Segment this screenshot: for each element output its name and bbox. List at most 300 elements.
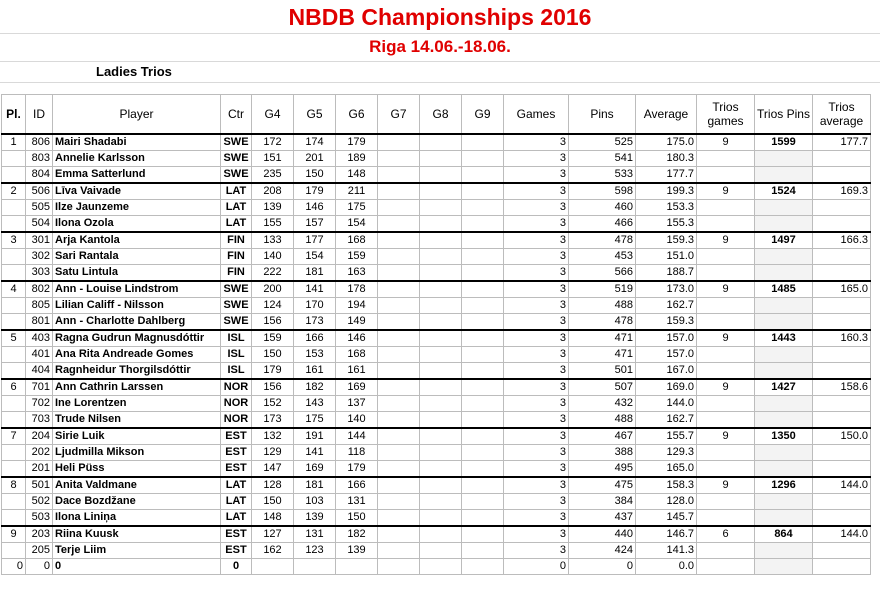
g4-cell[interactable]: 127 [252, 526, 294, 543]
trios-average-cell[interactable] [813, 249, 871, 265]
trios-pins-cell[interactable] [755, 363, 813, 380]
id-cell[interactable]: 506 [26, 183, 53, 200]
g7-cell[interactable] [378, 379, 420, 396]
trios-games-cell[interactable]: 9 [697, 330, 755, 347]
g4-cell[interactable]: 159 [252, 330, 294, 347]
average-cell[interactable]: 162.7 [636, 298, 697, 314]
g7-cell[interactable] [378, 559, 420, 575]
g5-cell[interactable]: 169 [294, 461, 336, 478]
place-cell[interactable]: 2 [2, 183, 26, 200]
g5-cell[interactable]: 166 [294, 330, 336, 347]
g6-cell[interactable]: 178 [336, 281, 378, 298]
trios-average-cell[interactable] [813, 494, 871, 510]
g5-cell[interactable]: 181 [294, 477, 336, 494]
g8-cell[interactable] [420, 167, 462, 184]
country-cell[interactable]: LAT [221, 200, 252, 216]
g7-cell[interactable] [378, 232, 420, 249]
g9-cell[interactable] [462, 216, 504, 233]
g9-cell[interactable] [462, 526, 504, 543]
games-cell[interactable]: 3 [504, 200, 569, 216]
g9-cell[interactable] [462, 494, 504, 510]
games-cell[interactable]: 3 [504, 363, 569, 380]
g9-cell[interactable] [462, 363, 504, 380]
id-cell[interactable]: 201 [26, 461, 53, 478]
g6-cell[interactable]: 159 [336, 249, 378, 265]
player-name-cell[interactable]: Ljudmilla Mikson [53, 445, 221, 461]
trios-average-cell[interactable]: 166.3 [813, 232, 871, 249]
g7-cell[interactable] [378, 265, 420, 282]
g6-cell[interactable]: 163 [336, 265, 378, 282]
games-cell[interactable]: 3 [504, 151, 569, 167]
place-cell[interactable]: 8 [2, 477, 26, 494]
g6-cell[interactable]: 154 [336, 216, 378, 233]
pins-cell[interactable]: 501 [569, 363, 636, 380]
g6-cell[interactable]: 189 [336, 151, 378, 167]
trios-average-cell[interactable] [813, 461, 871, 478]
col-header-trios-games[interactable]: Trios games [697, 95, 755, 135]
g4-cell[interactable]: 129 [252, 445, 294, 461]
id-cell[interactable]: 404 [26, 363, 53, 380]
g6-cell[interactable]: 169 [336, 379, 378, 396]
place-cell[interactable] [2, 396, 26, 412]
g8-cell[interactable] [420, 265, 462, 282]
pins-cell[interactable]: 471 [569, 347, 636, 363]
pins-cell[interactable]: 388 [569, 445, 636, 461]
pins-cell[interactable]: 507 [569, 379, 636, 396]
country-cell[interactable]: EST [221, 445, 252, 461]
country-cell[interactable]: EST [221, 461, 252, 478]
country-cell[interactable]: ISL [221, 363, 252, 380]
country-cell[interactable]: FIN [221, 265, 252, 282]
trios-average-cell[interactable] [813, 559, 871, 575]
g8-cell[interactable] [420, 396, 462, 412]
place-cell[interactable] [2, 314, 26, 331]
average-cell[interactable]: 177.7 [636, 167, 697, 184]
trios-average-cell[interactable] [813, 543, 871, 559]
g9-cell[interactable] [462, 232, 504, 249]
g5-cell[interactable]: 150 [294, 167, 336, 184]
trios-pins-cell[interactable]: 1443 [755, 330, 813, 347]
g7-cell[interactable] [378, 396, 420, 412]
col-header-g5[interactable]: G5 [294, 95, 336, 135]
trios-pins-cell[interactable] [755, 265, 813, 282]
g5-cell[interactable]: 153 [294, 347, 336, 363]
col-header-average[interactable]: Average [636, 95, 697, 135]
g6-cell[interactable]: 175 [336, 200, 378, 216]
games-cell[interactable]: 3 [504, 526, 569, 543]
col-header-pins[interactable]: Pins [569, 95, 636, 135]
place-cell[interactable] [2, 543, 26, 559]
g8-cell[interactable] [420, 494, 462, 510]
trios-pins-cell[interactable] [755, 249, 813, 265]
player-name-cell[interactable]: Arja Kantola [53, 232, 221, 249]
games-cell[interactable]: 3 [504, 232, 569, 249]
g9-cell[interactable] [462, 314, 504, 331]
id-cell[interactable]: 203 [26, 526, 53, 543]
g9-cell[interactable] [462, 265, 504, 282]
g4-cell[interactable]: 147 [252, 461, 294, 478]
place-cell[interactable] [2, 461, 26, 478]
player-name-cell[interactable]: Mairi Shadabi [53, 134, 221, 151]
trios-games-cell[interactable] [697, 510, 755, 527]
trios-average-cell[interactable] [813, 412, 871, 429]
g5-cell[interactable]: 177 [294, 232, 336, 249]
g5-cell[interactable]: 103 [294, 494, 336, 510]
pins-cell[interactable]: 478 [569, 232, 636, 249]
trios-pins-cell[interactable] [755, 543, 813, 559]
games-cell[interactable]: 3 [504, 347, 569, 363]
games-cell[interactable]: 3 [504, 510, 569, 527]
country-cell[interactable]: SWE [221, 167, 252, 184]
g9-cell[interactable] [462, 543, 504, 559]
g5-cell[interactable]: 173 [294, 314, 336, 331]
country-cell[interactable]: EST [221, 428, 252, 445]
country-cell[interactable]: SWE [221, 151, 252, 167]
g6-cell[interactable]: 182 [336, 526, 378, 543]
player-name-cell[interactable]: Sari Rantala [53, 249, 221, 265]
g6-cell[interactable]: 148 [336, 167, 378, 184]
trios-pins-cell[interactable] [755, 314, 813, 331]
trios-games-cell[interactable] [697, 314, 755, 331]
g7-cell[interactable] [378, 412, 420, 429]
pins-cell[interactable]: 471 [569, 330, 636, 347]
average-cell[interactable]: 180.3 [636, 151, 697, 167]
g8-cell[interactable] [420, 298, 462, 314]
average-cell[interactable]: 151.0 [636, 249, 697, 265]
trios-games-cell[interactable]: 9 [697, 134, 755, 151]
pins-cell[interactable]: 437 [569, 510, 636, 527]
trios-pins-cell[interactable] [755, 445, 813, 461]
games-cell[interactable]: 3 [504, 445, 569, 461]
pins-cell[interactable]: 384 [569, 494, 636, 510]
trios-games-cell[interactable]: 9 [697, 428, 755, 445]
games-cell[interactable]: 3 [504, 216, 569, 233]
games-cell[interactable]: 3 [504, 134, 569, 151]
id-cell[interactable]: 501 [26, 477, 53, 494]
g4-cell[interactable]: 132 [252, 428, 294, 445]
g5-cell[interactable]: 141 [294, 445, 336, 461]
id-cell[interactable]: 205 [26, 543, 53, 559]
average-cell[interactable]: 157.0 [636, 330, 697, 347]
g7-cell[interactable] [378, 281, 420, 298]
trios-pins-cell[interactable]: 1350 [755, 428, 813, 445]
g7-cell[interactable] [378, 249, 420, 265]
g9-cell[interactable] [462, 183, 504, 200]
games-cell[interactable]: 3 [504, 379, 569, 396]
trios-games-cell[interactable]: 9 [697, 477, 755, 494]
place-cell[interactable] [2, 363, 26, 380]
country-cell[interactable]: LAT [221, 477, 252, 494]
trios-average-cell[interactable] [813, 314, 871, 331]
trios-average-cell[interactable]: 169.3 [813, 183, 871, 200]
games-cell[interactable]: 3 [504, 249, 569, 265]
country-cell[interactable]: NOR [221, 396, 252, 412]
player-name-cell[interactable]: 0 [53, 559, 221, 575]
games-cell[interactable]: 3 [504, 543, 569, 559]
g9-cell[interactable] [462, 167, 504, 184]
place-cell[interactable] [2, 347, 26, 363]
col-header-g6[interactable]: G6 [336, 95, 378, 135]
average-cell[interactable]: 145.7 [636, 510, 697, 527]
average-cell[interactable]: 141.3 [636, 543, 697, 559]
trios-games-cell[interactable] [697, 298, 755, 314]
pins-cell[interactable]: 432 [569, 396, 636, 412]
id-cell[interactable]: 502 [26, 494, 53, 510]
g7-cell[interactable] [378, 363, 420, 380]
id-cell[interactable]: 805 [26, 298, 53, 314]
g9-cell[interactable] [462, 559, 504, 575]
player-name-cell[interactable]: Anita Valdmane [53, 477, 221, 494]
trios-games-cell[interactable]: 6 [697, 526, 755, 543]
player-name-cell[interactable]: Emma Satterlund [53, 167, 221, 184]
player-name-cell[interactable]: Ilona Ozola [53, 216, 221, 233]
g5-cell[interactable]: 131 [294, 526, 336, 543]
g7-cell[interactable] [378, 330, 420, 347]
pins-cell[interactable]: 541 [569, 151, 636, 167]
g6-cell[interactable]: 140 [336, 412, 378, 429]
trios-games-cell[interactable] [697, 167, 755, 184]
pins-cell[interactable]: 460 [569, 200, 636, 216]
g4-cell[interactable]: 124 [252, 298, 294, 314]
average-cell[interactable]: 157.0 [636, 347, 697, 363]
g9-cell[interactable] [462, 379, 504, 396]
trios-games-cell[interactable] [697, 461, 755, 478]
id-cell[interactable]: 504 [26, 216, 53, 233]
country-cell[interactable]: ISL [221, 330, 252, 347]
g6-cell[interactable]: 131 [336, 494, 378, 510]
player-name-cell[interactable]: Heli Püss [53, 461, 221, 478]
trios-games-cell[interactable] [697, 445, 755, 461]
pins-cell[interactable]: 0 [569, 559, 636, 575]
trios-average-cell[interactable]: 144.0 [813, 477, 871, 494]
player-name-cell[interactable]: Sirie Luik [53, 428, 221, 445]
average-cell[interactable]: 188.7 [636, 265, 697, 282]
trios-pins-cell[interactable] [755, 200, 813, 216]
trios-average-cell[interactable]: 177.7 [813, 134, 871, 151]
country-cell[interactable]: NOR [221, 412, 252, 429]
g4-cell[interactable]: 128 [252, 477, 294, 494]
games-cell[interactable]: 3 [504, 183, 569, 200]
country-cell[interactable]: SWE [221, 298, 252, 314]
country-cell[interactable]: EST [221, 543, 252, 559]
g4-cell[interactable]: 139 [252, 200, 294, 216]
trios-games-cell[interactable] [697, 543, 755, 559]
g5-cell[interactable]: 182 [294, 379, 336, 396]
country-cell[interactable]: LAT [221, 183, 252, 200]
place-cell[interactable]: 3 [2, 232, 26, 249]
g6-cell[interactable] [336, 559, 378, 575]
g5-cell[interactable]: 141 [294, 281, 336, 298]
g8-cell[interactable] [420, 428, 462, 445]
player-name-cell[interactable]: Ilze Jaunzeme [53, 200, 221, 216]
g5-cell[interactable]: 191 [294, 428, 336, 445]
trios-average-cell[interactable] [813, 510, 871, 527]
g5-cell[interactable]: 123 [294, 543, 336, 559]
id-cell[interactable]: 802 [26, 281, 53, 298]
g8-cell[interactable] [420, 134, 462, 151]
player-name-cell[interactable]: Annelie Karlsson [53, 151, 221, 167]
g7-cell[interactable] [378, 151, 420, 167]
g4-cell[interactable]: 162 [252, 543, 294, 559]
g9-cell[interactable] [462, 281, 504, 298]
col-header-id[interactable]: ID [26, 95, 53, 135]
g4-cell[interactable]: 200 [252, 281, 294, 298]
place-cell[interactable]: 0 [2, 559, 26, 575]
player-name-cell[interactable]: Ana Rita Andreade Gomes [53, 347, 221, 363]
trios-games-cell[interactable] [697, 396, 755, 412]
average-cell[interactable]: 144.0 [636, 396, 697, 412]
pins-cell[interactable]: 466 [569, 216, 636, 233]
col-header-place[interactable]: Pl. [2, 95, 26, 135]
g6-cell[interactable]: 166 [336, 477, 378, 494]
games-cell[interactable]: 3 [504, 265, 569, 282]
g8-cell[interactable] [420, 330, 462, 347]
g4-cell[interactable]: 152 [252, 396, 294, 412]
g9-cell[interactable] [462, 200, 504, 216]
trios-average-cell[interactable]: 165.0 [813, 281, 871, 298]
average-cell[interactable]: 146.7 [636, 526, 697, 543]
g6-cell[interactable]: 179 [336, 461, 378, 478]
place-cell[interactable] [2, 298, 26, 314]
g5-cell[interactable]: 179 [294, 183, 336, 200]
player-name-cell[interactable]: Ine Lorentzen [53, 396, 221, 412]
place-cell[interactable]: 9 [2, 526, 26, 543]
average-cell[interactable]: 0.0 [636, 559, 697, 575]
g8-cell[interactable] [420, 526, 462, 543]
trios-games-cell[interactable]: 9 [697, 183, 755, 200]
trios-average-cell[interactable] [813, 167, 871, 184]
games-cell[interactable]: 3 [504, 412, 569, 429]
place-cell[interactable]: 1 [2, 134, 26, 151]
id-cell[interactable]: 503 [26, 510, 53, 527]
col-header-player[interactable]: Player [53, 95, 221, 135]
g7-cell[interactable] [378, 461, 420, 478]
g4-cell[interactable]: 235 [252, 167, 294, 184]
g6-cell[interactable]: 144 [336, 428, 378, 445]
g6-cell[interactable]: 137 [336, 396, 378, 412]
player-name-cell[interactable]: Ann - Louise Lindstrom [53, 281, 221, 298]
trios-pins-cell[interactable] [755, 298, 813, 314]
games-cell[interactable]: 3 [504, 281, 569, 298]
g7-cell[interactable] [378, 216, 420, 233]
trios-pins-cell[interactable] [755, 494, 813, 510]
g5-cell[interactable]: 146 [294, 200, 336, 216]
trios-average-cell[interactable] [813, 200, 871, 216]
pins-cell[interactable]: 467 [569, 428, 636, 445]
trios-pins-cell[interactable] [755, 559, 813, 575]
g7-cell[interactable] [378, 347, 420, 363]
g6-cell[interactable]: 194 [336, 298, 378, 314]
average-cell[interactable]: 167.0 [636, 363, 697, 380]
average-cell[interactable]: 162.7 [636, 412, 697, 429]
g9-cell[interactable] [462, 151, 504, 167]
trios-pins-cell[interactable] [755, 151, 813, 167]
player-name-cell[interactable]: Riina Kuusk [53, 526, 221, 543]
g7-cell[interactable] [378, 134, 420, 151]
g7-cell[interactable] [378, 543, 420, 559]
pins-cell[interactable]: 566 [569, 265, 636, 282]
g6-cell[interactable]: 211 [336, 183, 378, 200]
g8-cell[interactable] [420, 477, 462, 494]
col-header-trios-pins[interactable]: Trios Pins [755, 95, 813, 135]
g4-cell[interactable]: 222 [252, 265, 294, 282]
g5-cell[interactable]: 143 [294, 396, 336, 412]
place-cell[interactable] [2, 216, 26, 233]
place-cell[interactable] [2, 412, 26, 429]
pins-cell[interactable]: 478 [569, 314, 636, 331]
g4-cell[interactable] [252, 559, 294, 575]
g8-cell[interactable] [420, 216, 462, 233]
trios-games-cell[interactable] [697, 363, 755, 380]
trios-games-cell[interactable] [697, 494, 755, 510]
id-cell[interactable]: 403 [26, 330, 53, 347]
pins-cell[interactable]: 533 [569, 167, 636, 184]
country-cell[interactable]: LAT [221, 510, 252, 527]
id-cell[interactable]: 303 [26, 265, 53, 282]
player-name-cell[interactable]: Satu Lintula [53, 265, 221, 282]
player-name-cell[interactable]: Ragnheidur Thorgilsdóttir [53, 363, 221, 380]
trios-pins-cell[interactable]: 1427 [755, 379, 813, 396]
g4-cell[interactable]: 151 [252, 151, 294, 167]
g4-cell[interactable]: 173 [252, 412, 294, 429]
pins-cell[interactable]: 495 [569, 461, 636, 478]
trios-games-cell[interactable] [697, 347, 755, 363]
country-cell[interactable]: NOR [221, 379, 252, 396]
average-cell[interactable]: 128.0 [636, 494, 697, 510]
g7-cell[interactable] [378, 477, 420, 494]
games-cell[interactable]: 3 [504, 461, 569, 478]
col-header-games[interactable]: Games [504, 95, 569, 135]
pins-cell[interactable]: 525 [569, 134, 636, 151]
id-cell[interactable]: 804 [26, 167, 53, 184]
trios-average-cell[interactable] [813, 298, 871, 314]
player-name-cell[interactable]: Ann - Charlotte Dahlberg [53, 314, 221, 331]
trios-games-cell[interactable] [697, 249, 755, 265]
g9-cell[interactable] [462, 298, 504, 314]
player-name-cell[interactable]: Lilian Califf - Nilsson [53, 298, 221, 314]
g4-cell[interactable]: 148 [252, 510, 294, 527]
country-cell[interactable]: SWE [221, 281, 252, 298]
pins-cell[interactable]: 440 [569, 526, 636, 543]
g5-cell[interactable]: 201 [294, 151, 336, 167]
g7-cell[interactable] [378, 200, 420, 216]
average-cell[interactable]: 155.7 [636, 428, 697, 445]
player-name-cell[interactable]: Līva Vaivade [53, 183, 221, 200]
g8-cell[interactable] [420, 249, 462, 265]
trios-pins-cell[interactable] [755, 167, 813, 184]
g6-cell[interactable]: 168 [336, 232, 378, 249]
place-cell[interactable]: 4 [2, 281, 26, 298]
g8-cell[interactable] [420, 347, 462, 363]
pins-cell[interactable]: 453 [569, 249, 636, 265]
g8-cell[interactable] [420, 559, 462, 575]
g7-cell[interactable] [378, 428, 420, 445]
pins-cell[interactable]: 598 [569, 183, 636, 200]
trios-pins-cell[interactable]: 864 [755, 526, 813, 543]
average-cell[interactable]: 175.0 [636, 134, 697, 151]
g8-cell[interactable] [420, 543, 462, 559]
trios-average-cell[interactable]: 158.6 [813, 379, 871, 396]
average-cell[interactable]: 173.0 [636, 281, 697, 298]
g6-cell[interactable]: 168 [336, 347, 378, 363]
g8-cell[interactable] [420, 461, 462, 478]
g8-cell[interactable] [420, 379, 462, 396]
trios-pins-cell[interactable]: 1599 [755, 134, 813, 151]
average-cell[interactable]: 158.3 [636, 477, 697, 494]
place-cell[interactable]: 6 [2, 379, 26, 396]
g8-cell[interactable] [420, 183, 462, 200]
trios-games-cell[interactable]: 9 [697, 232, 755, 249]
